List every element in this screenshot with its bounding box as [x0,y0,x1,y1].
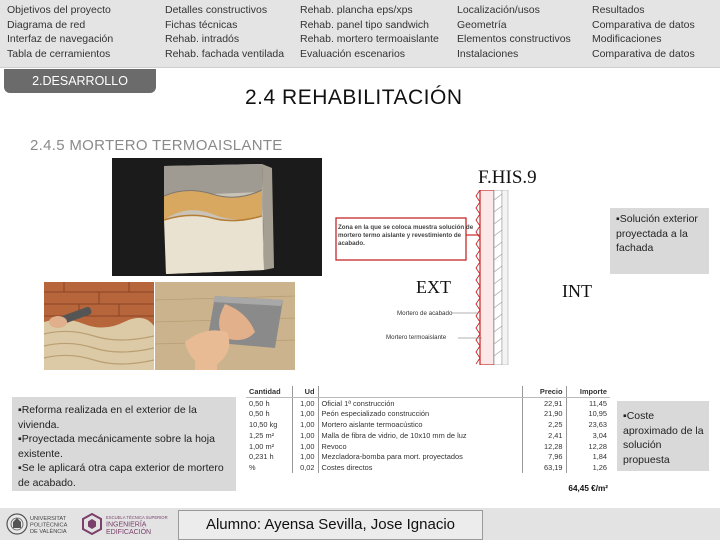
cell-importe: 12,28 [588,441,607,451]
nav-link-diagrama-red[interactable]: Diagrama de red [7,18,86,31]
etsie-logo-line-3: EDIFICACIÓN [106,529,152,536]
interior-label: INT [562,281,592,301]
etsie-logo-line-1: ESCUELA TÉCNICA SUPERIOR [106,515,168,520]
nav-column-resultados [592,3,695,61]
cell-importe: 1,26 [592,463,607,473]
nav-column-objetivos [7,3,113,61]
cell-cantidad: 1,00 m² [246,441,292,452]
cell-importe: 23,63 [588,419,607,429]
cell-precio: 12,28 [522,441,566,452]
cost-breakdown-table [246,386,610,494]
table-row [246,451,610,462]
coste-note-text: ▪Coste aproximado de la solución propuesta [623,410,704,466]
nav-link-objetivos[interactable]: Objetivos del proyecto [7,4,111,16]
cell-cantidad: 1,25 m² [246,430,292,441]
reforma-note-item: ▪Se le aplicará otra capa exterior de mortero de acabado. [18,462,224,489]
etsie-logo [82,512,192,536]
cell-ud: 1,00 [292,408,318,419]
reforma-note-item: ▪Proyectada mecánicamente sobre la hoja existente. [18,433,215,460]
cell-descripcion: Revoco [318,441,522,452]
cell-descripcion: Oficial 1ª construcción [318,398,522,409]
table-row [246,462,610,473]
nav-link-rehab-panel-sandwich[interactable]: Rehab. panel tipo sandwich [300,18,430,31]
cell-importe: 3,04 [592,430,607,440]
cell-cantidad: 0,231 h [246,451,292,462]
nav-link-geometria[interactable]: Geometría [457,18,507,31]
column-header-cantidad: Cantidad [246,386,292,398]
reforma-note-item: ▪Reforma realizada en el exterior de la vivienda. [18,404,197,431]
table-row [246,419,610,430]
section-subtitle: 2.4.5 MORTERO TERMOAISLANTE [30,137,283,154]
mortar-sample-photo [112,158,322,276]
nav-link-comparativa-datos[interactable]: Comparativa de datos [592,18,695,31]
cell-descripcion: Costes directos [318,462,522,473]
spray-application-illustration [44,282,154,370]
cell-precio: 63,19 [522,462,566,473]
cell-cantidad: 10,50 kg [246,419,292,430]
nav-link-elementos-constructivos[interactable]: Elementos constructivos [457,33,571,46]
cell-precio: 2,41 [522,430,566,441]
nav-link-detalles-constructivos[interactable]: Detalles constructivos [165,4,268,16]
trowel-finishing-illustration [155,282,295,370]
upv-logo-line-1: UNIVERSITAT [30,516,67,522]
cell-descripcion: Peón especializado construcción [318,408,522,419]
trowel-finishing-photo [155,282,295,370]
section-tab-desarrollo[interactable]: 2.DESARROLLO [4,69,156,93]
nav-link-comparativa-datos-2[interactable]: Comparativa de datos [592,47,695,60]
cell-precio: 22,91 [522,398,566,409]
etsie-logo-line-2: INGENIERÍA [106,521,147,529]
upv-logo-line-3: DE VALÈNCIA [30,529,67,535]
cell-descripcion: Malla de fibra de vidrio, de 10x10 mm de luz [318,430,522,441]
cell-descripcion: Mortero aislante termoacústico [318,419,522,430]
nav-link-rehab-intrados[interactable]: Rehab. intradós [165,33,240,46]
nav-link-instalaciones[interactable]: Instalaciones [457,47,519,60]
nav-link-rehab-plancha[interactable]: Rehab. plancha eps/xps [300,4,413,16]
cell-importe: 10,95 [588,409,607,419]
nav-link-rehab-fachada-ventilada[interactable]: Rehab. fachada ventilada [165,47,285,60]
table-row [246,398,610,409]
solution-note-text: ▪Solución exterior proyectada a la fachada [616,213,698,254]
top-navigation [0,0,720,68]
leader-mortero-acabado: Mortero de acabado [397,310,453,317]
table-row [246,430,610,441]
nav-link-tabla-cerramientos[interactable]: Tabla de cerramientos [7,47,111,60]
cell-ud: 1,00 [292,451,318,462]
nav-link-fichas-tecnicas[interactable]: Fichas técnicas [165,18,238,31]
cell-ud: 1,00 [292,398,318,409]
page-title: 2.4 REHABILITACIÓN [245,86,463,109]
leader-mortero-termoaislante: Mortero termoaislante [386,334,447,341]
wall-section-drawing [330,190,590,365]
table-header-row [246,386,610,398]
cost-total: 64,45 €/m² [568,484,608,493]
drawing-callout-note: Zona en la que se coloca muestra solución de mortero termo aislante y revestimiento de acabado. [338,224,474,247]
column-header-ud: Ud [292,386,318,398]
cell-descripcion: Mezcladora-bomba para mort. proyectados [318,451,522,462]
nav-column-detalles [165,3,284,61]
cell-cantidad: 0,50 h [246,398,292,409]
cell-ud: 0,02 [292,462,318,473]
nav-link-modificaciones[interactable]: Modificaciones [592,33,662,46]
nav-link-rehab-mortero[interactable]: Rehab. mortero termoaislante [300,33,439,46]
nav-column-rehab [300,3,439,61]
upv-logo [6,512,76,536]
nav-column-localizacion [457,3,571,61]
table-row [246,408,610,419]
column-header-descripcion [318,386,522,398]
cell-ud: 1,00 [292,441,318,452]
nav-link-evaluacion-escenarios[interactable]: Evaluación escenarios [300,47,406,60]
cost-table [246,386,610,473]
drawing-code-label: F.HIS.9 [478,167,537,188]
reforma-note [12,397,236,491]
column-header-precio: Precio [522,386,566,398]
cell-cantidad: 0,50 h [246,408,292,419]
cell-precio: 21,90 [522,408,566,419]
upv-logo-line-2: POLITÈCNICA [30,522,68,529]
table-row [246,441,610,452]
mortar-sample-illustration [112,158,322,276]
cell-precio: 7,96 [522,451,566,462]
spray-application-photo [44,282,154,370]
nav-link-interfaz-navegacion[interactable]: Interfaz de navegación [7,33,114,46]
cell-importe: 11,45 [589,398,607,408]
solution-note [610,208,709,274]
cell-ud: 1,00 [292,419,318,430]
exterior-label: EXT [416,277,451,297]
cell-precio: 2,25 [522,419,566,430]
column-header-importe: Importe [566,386,610,398]
nav-link-resultados[interactable]: Resultados [592,4,645,16]
coste-note [617,401,709,471]
cell-ud: 1,00 [292,430,318,441]
nav-link-localizacion[interactable]: Localización/usos [457,4,540,16]
cell-cantidad: % [246,462,292,473]
author-label: Alumno: Ayensa Sevilla, Jose Ignacio [178,510,483,540]
cell-importe: 1,84 [592,452,607,462]
